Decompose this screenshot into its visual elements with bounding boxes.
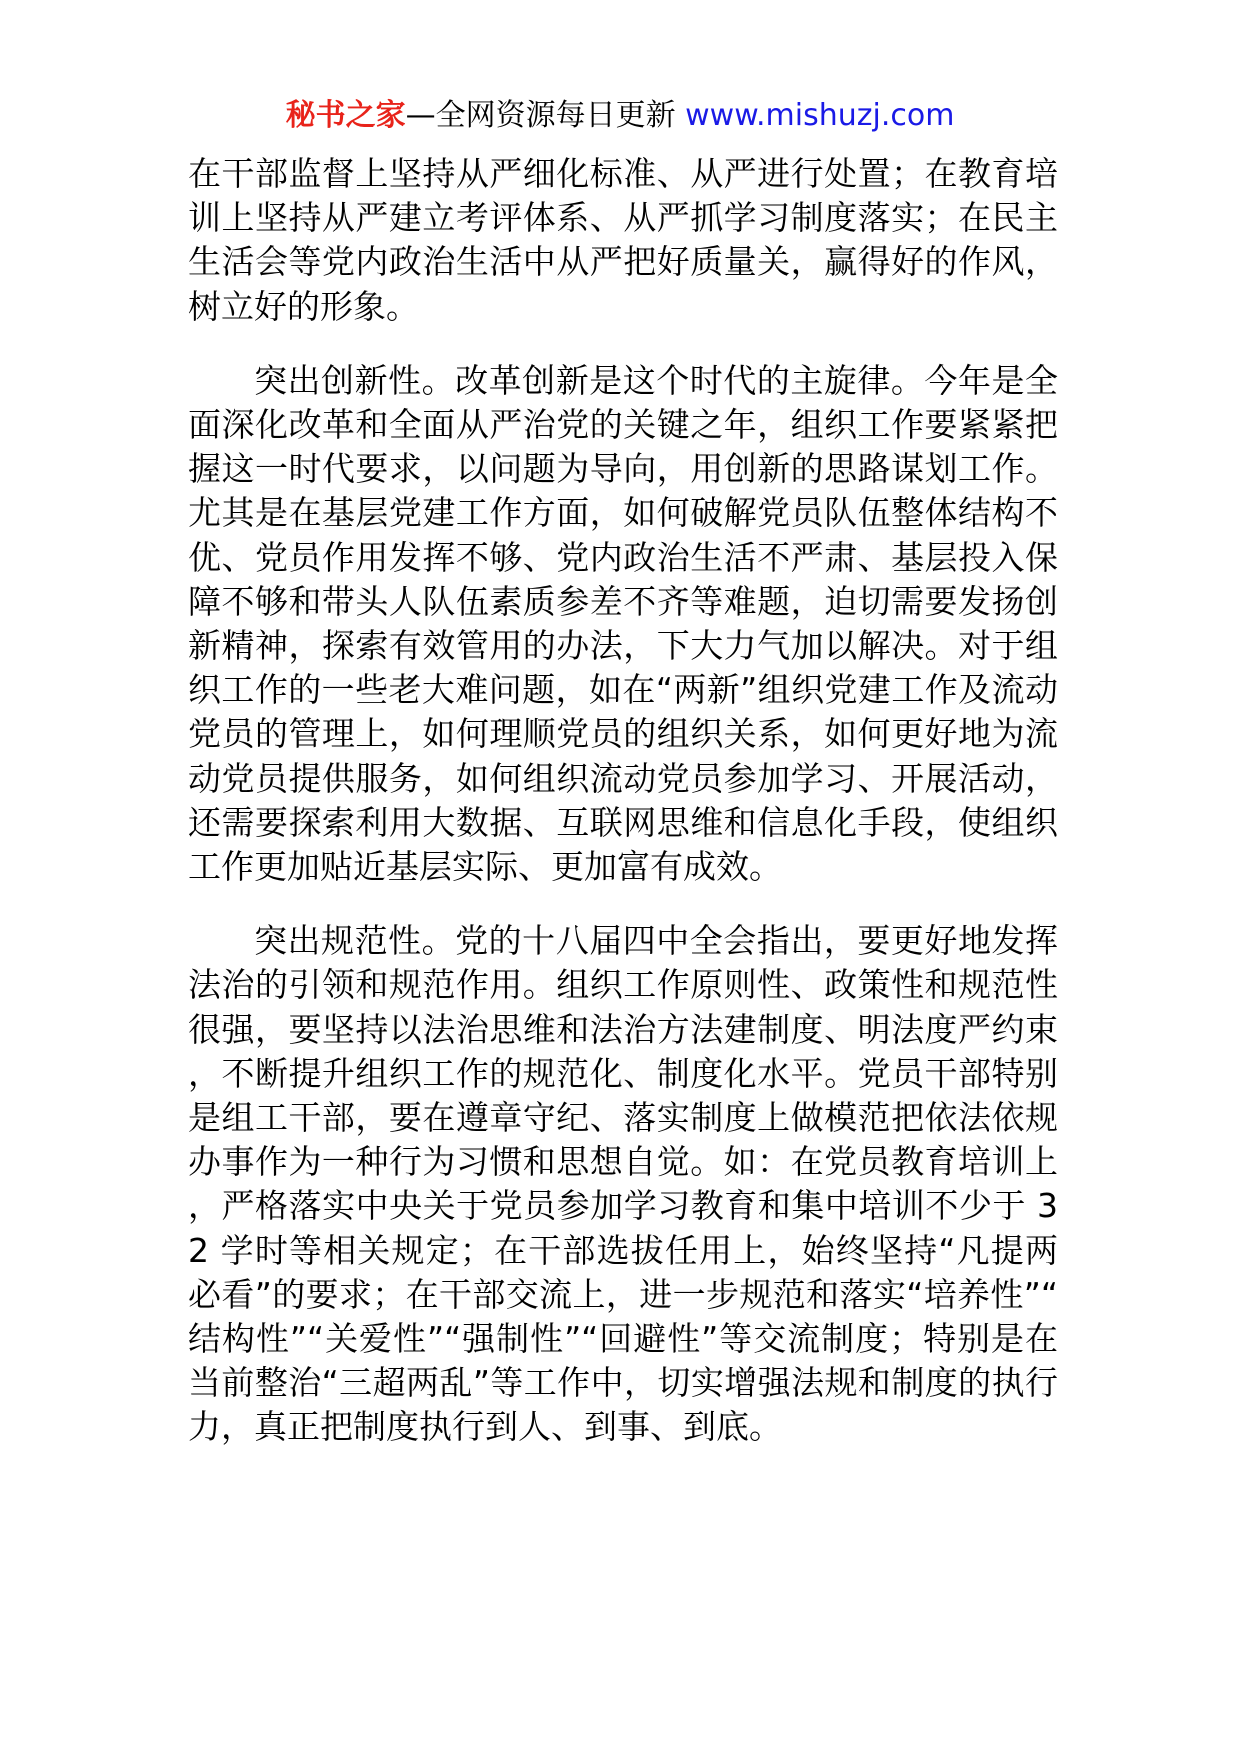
site-url-link[interactable]: www.mishuzj.com [685,98,955,133]
paragraph-continued: 在干部监督上坚持从严细化标准、从严进行处置；在教育培训上坚持从严建立考评体系、从严抓学习制度落实；在民主生活会等党内政治生活中从严把好质量关，赢得好的作风，树立好的形象。 [188,154,1058,326]
paragraph-innovation: 突出创新性。改革创新是这个时代的主旋律。今年是全面深化改革和全面从严治党的关键之年，组织工作要紧紧把握这一时代要求，以问题为导向，用创新的思路谋划工作。尤其是在基层党建工作方面，如何破解党员队伍整体结构不优、党员作用发挥不够、党内政治生活不严肃、基层投入保障不够和带头人队伍素质参差不齐等难题，迫切需要发扬创新精神，探索有效管用的办法，下大力气加以解决。对于组织工作的一些老大难问题，如在“两新”组织党建工作及流动党员的管理上，如何理顺党员的组织关系，如何更好地为流动党员提供服务，如何组织流动党员参加学习、开展活动，还需要探索利用大数据、互联网思维和信息化手段，使组织工作更加贴近基层实际、更加富有成效。 [188,360,1058,887]
page-header [0,96,1240,136]
paragraph-standardization: 突出规范性。党的十八届四中全会指出，要更好地发挥法治的引领和规范作用。组织工作原则性、政策性和规范性很强，要坚持以法治思维和法治方法建制度、明法度严约束，不断提升组织工作的规范化、制度化水平。党员干部特别是组工干部，要在遵章守纪、落实制度上做模范把依法依规办事作为一种行为习惯和思想自觉。如：在党员教育培训上，严格落实中央关于党员参加学习教育和集中培训不少于 32 学时等相关规定；在干部选拔任用上，始终坚持“凡提两必看”的要求；在干部交流上，进一步规范和落实“培养性”“结构性”“关爱性”“强制性”“回避性”等交流制度；特别是在当前整治“三超两乱”等工作中，切实增强法规和制度的执行力，真正把制度执行到人、到事、到底。 [188,921,1058,1447]
site-tagline: —全网资源每日更新 [405,98,686,133]
document-body [188,152,1058,1450]
site-brand: 秘书之家 [285,98,406,133]
